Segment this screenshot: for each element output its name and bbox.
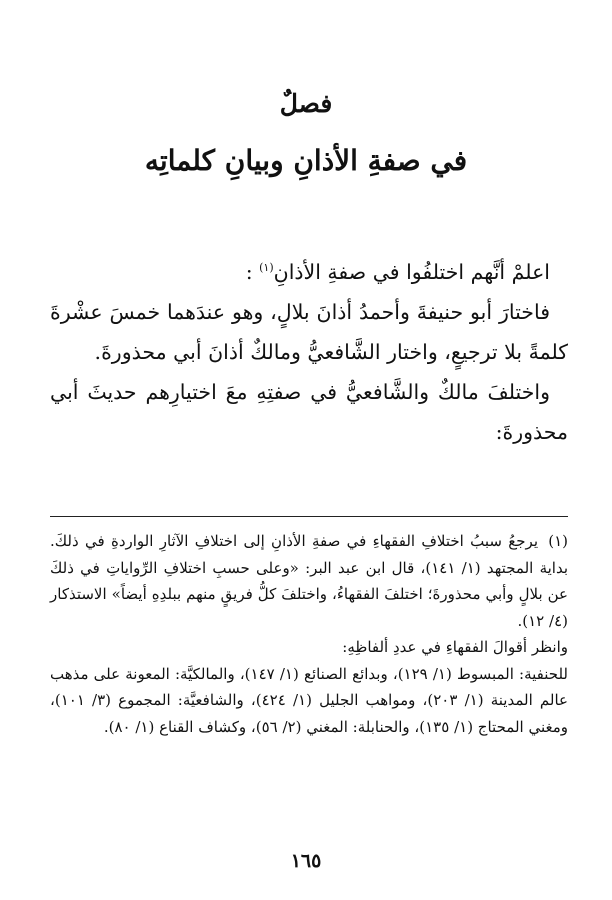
intro-colon: : <box>245 260 260 284</box>
chapter-label: فصلٌ <box>279 89 333 118</box>
paragraph-intro <box>50 252 568 292</box>
chapter-title: في صفةِ الأذانِ وبيانِ كلماتِه <box>144 144 468 177</box>
paragraph-choices: فاختارَ أبو حنيفةَ وأحمدُ أذانَ بلالٍ، وهو عندَهما خمسَ عشْرةَ كلمةً بلا ترجيعٍ، واختار الشَّافعيُّ ومالكٌ أذانَ أبي محذورةَ. <box>50 300 568 364</box>
footnote-1-line2: وانظر أقوالَ الفقهاءِ في عددِ ألفاظِهِ: <box>342 638 568 656</box>
intro-text: اعلمْ أنَّهم اختلفُوا في صفةِ الأذانِ <box>273 260 550 284</box>
main-text <box>50 252 568 452</box>
footnotes <box>50 528 568 740</box>
paragraph-difference: واختلفَ مالكٌ والشَّافعيُّ في صفتِهِ معَ اختيارِهم حديثَ أبي محذورةَ: <box>50 380 568 444</box>
footnote-1 <box>50 528 568 634</box>
page-number: ١٦٥ <box>290 850 322 872</box>
footnote-text: يرجعُ سببُ اختلافِ الفقهاءِ في صفةِ الأذانِ إلى اختلافِ الآثارِ الواردةِ في ذلكَ. بداية المجتهد (١/ ١٤١)، قال ابن عبد البر: «وعلى حسبِ اختلافِ الرِّواياتِ في ذلكَ عن بلالٍ وأبي محذورةَ؛ اختلفَ الفقهاءُ، واختلفَ كلُّ فريقٍ منهم ببلدِهِ أيضاً» الاستذكار (٤/ ١٢). <box>50 532 568 630</box>
footnote-divider <box>50 516 568 517</box>
footnote-reference[interactable]: (١) <box>259 261 274 275</box>
footnote-number: (١) <box>548 532 568 550</box>
footnote-1-line3: للحنفية: المبسوط (١/ ١٢٩)، وبدائع الصنائع (١/ ١٤٧)، والمالكيَّة: المعونة على مذهب عالم المدينة (١/ ٢٠٣)، ومواهب الجليل (١/ ٤٢٤)، والشافعيَّة: المجموع (٣/ ١٠١)، ومغني المحتاج (١/ ١٣٥)، والحنابلة: المغني (٢/ ٥٦)، وكشاف القناع (١/ ٨٠). <box>50 664 569 736</box>
